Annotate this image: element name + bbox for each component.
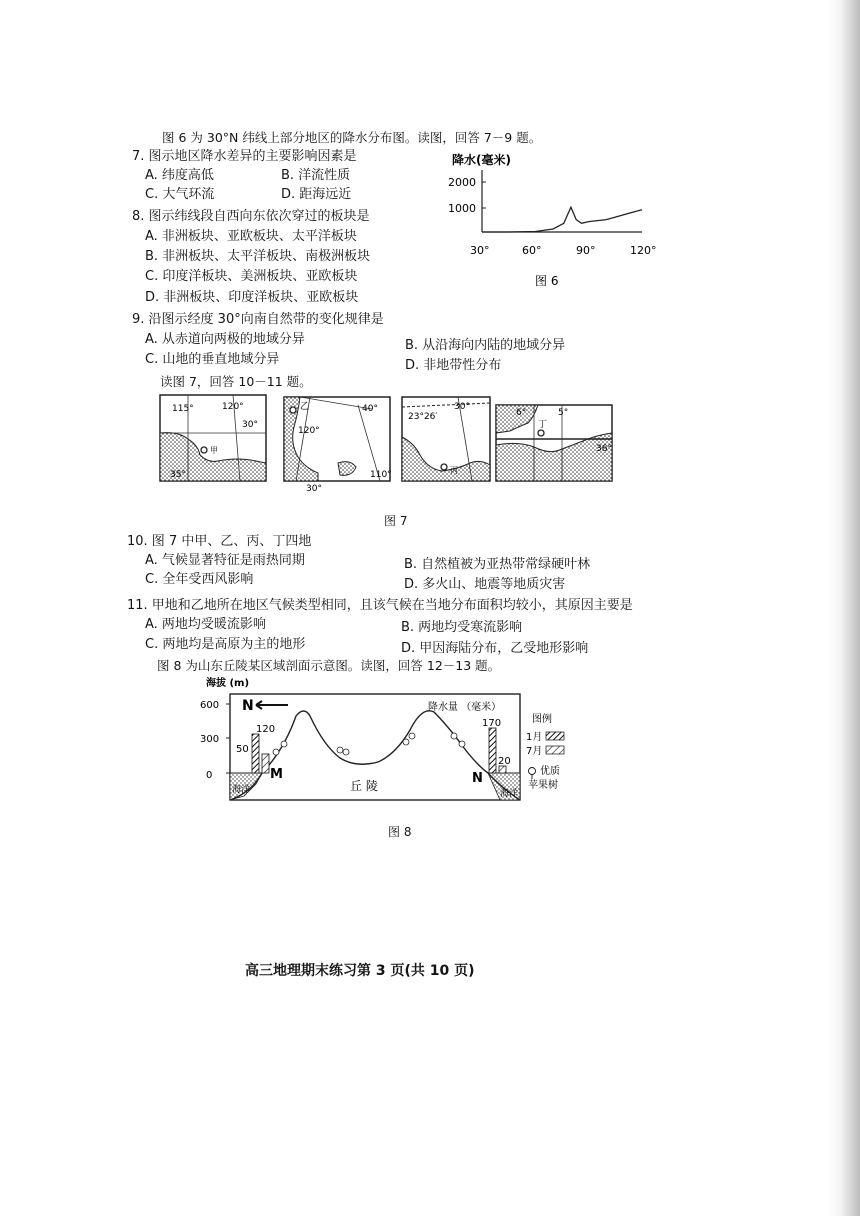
- fig7-map1-label-3: 30°: [242, 420, 258, 430]
- fig7-map3-label-3: 丙: [450, 466, 458, 475]
- fig7-caption: 图 7: [384, 514, 408, 528]
- fig8-legend-jul-swatch: [546, 746, 564, 754]
- q9-stem: 9. 沿图示经度 30°向南自然带的变化规律是: [132, 312, 384, 327]
- q7-option-b: B. 洋流性质: [281, 168, 351, 183]
- q11-option-b: B. 两地均受寒流影响: [401, 620, 523, 635]
- fig8-bar-m-jan: [252, 734, 259, 773]
- fig7-map2-label-3: 120°: [298, 426, 320, 436]
- fig8-legend-jan-swatch: [546, 732, 564, 740]
- q11-option-d: D. 甲因海陆分布，乙受地形影响: [401, 641, 589, 656]
- fig8-legend-jan: 1月: [526, 732, 543, 743]
- q9-option-c: C. 山地的垂直地域分异: [145, 352, 280, 367]
- fig8-bar-n-jan: [489, 728, 496, 773]
- intro-fig7: 读图 7，回答 10－11 题。: [160, 374, 312, 389]
- q7-option-c: C. 大气环流: [145, 187, 215, 202]
- q9-option-a: A. 从赤道向两极的地域分异: [145, 332, 305, 347]
- q10-option-b: B. 自然植被为亚热带常绿硬叶林: [404, 557, 591, 572]
- fig6-ylabel: 降水(毫米): [452, 153, 511, 167]
- fig8-bar-m-jul: [262, 754, 269, 773]
- q11-option-c: C. 两地均是高原为主的地形: [145, 637, 306, 652]
- fig8-sea-right-label: 海洋: [500, 789, 519, 799]
- fig8-point-m: M: [270, 767, 283, 782]
- fig8-legend-apple-2: 苹果树: [528, 780, 558, 791]
- fig6-precip-line: [482, 207, 642, 232]
- q11-option-a: A. 两地均受暖流影响: [145, 617, 266, 632]
- q7-stem: 7. 图示地区降水差异的主要影响因素是: [132, 149, 357, 164]
- fig7-map3-label-1: 23°26′: [408, 412, 438, 422]
- fig8-legend-jul: 7月: [526, 746, 543, 757]
- scan-edge-shadow: [828, 0, 860, 1216]
- q10-option-d: D. 多火山、地震等地质灾害: [404, 577, 566, 592]
- fig7-map4-label-3: 丁: [538, 420, 548, 430]
- q10-stem: 10. 图 7 中甲、乙、丙、丁四地: [127, 534, 312, 549]
- fig8-legend-apple-icon: [529, 768, 536, 775]
- q7-option-d: D. 距海远近: [281, 187, 352, 202]
- q8-option-d: D. 非洲板块、印度洋板块、亚欧板块: [145, 290, 359, 305]
- fig7-map2-label-5: 30°: [306, 484, 322, 493]
- intro-fig8: 图 8 为山东丘陵某区域剖面示意图。读图，回答 12－13 题。: [157, 658, 501, 673]
- fig8-north-arrow: [256, 701, 288, 709]
- fig7-map-4: [496, 405, 612, 481]
- fig7-map4-label-2: 5°: [558, 408, 569, 418]
- q8-option-b: B. 非洲板块、太平洋板块、南极洲板块: [145, 249, 371, 264]
- q8-option-a: A. 非洲板块、亚欧板块、太平洋板块: [145, 229, 357, 244]
- q8-option-c: C. 印度洋板块、美洲板块、亚欧板块: [145, 269, 358, 284]
- fig7-map2-label-2: 40°: [362, 404, 378, 414]
- fig8-ytick-0: 0: [206, 770, 213, 781]
- fig7-map3-label-2: 30°: [454, 402, 470, 412]
- page-footer: 高三地理期末练习第 3 页(共 10 页): [245, 963, 475, 979]
- fig7-map1-label-4: 甲: [210, 446, 218, 455]
- fig8-n-value-1: 170: [482, 718, 502, 729]
- fig8-n-value-2: 20: [498, 756, 511, 767]
- fig7-map1-label-5: 35°: [170, 470, 186, 480]
- fig7-map2-label-4: 110°: [370, 470, 392, 480]
- fig8-profile: [200, 674, 600, 804]
- fig8-north-label: N: [242, 698, 254, 714]
- fig8-caption: 图 8: [388, 825, 412, 839]
- fig8-precip-label: 降水量 （毫米）: [428, 702, 502, 713]
- fig7-map4-label-4: 36°: [596, 444, 612, 454]
- fig6-xtick-label-120: 120°: [630, 244, 657, 257]
- fig6-ytick-label-2000: 2000: [448, 176, 476, 189]
- fig8-bar-n-jul: [499, 766, 506, 773]
- fig8-m-value-1: 120: [256, 724, 276, 735]
- intro-fig6: 图 6 为 30°N 纬线上部分地区的降水分布图。读图，回答 7－9 题。: [162, 130, 542, 145]
- q10-option-c: C. 全年受西风影响: [145, 572, 254, 587]
- q8-stem: 8. 图示纬线段自西向东依次穿过的板块是: [132, 209, 370, 224]
- fig6-xtick-label-60: 60°: [522, 244, 542, 257]
- fig6-caption: 图 6: [535, 274, 559, 288]
- fig6-xtick-label-30: 30°: [470, 244, 490, 257]
- fig8-ytick-600: 600: [200, 700, 220, 711]
- fig7-map-1: [160, 395, 266, 481]
- fig7-map1-label-1: 115°: [172, 404, 194, 414]
- fig6-xtick-label-90: 90°: [576, 244, 596, 257]
- fig7-map2-label-1: 乙: [300, 402, 310, 412]
- fig8-point-n: N: [472, 771, 483, 786]
- fig8-ylabel: 海拔 (m): [206, 678, 250, 689]
- fig7-map4-label-1: 6°: [516, 408, 527, 418]
- fig8-legend-title: 图例: [532, 714, 552, 725]
- fig8-m-value-2: 50: [236, 744, 249, 755]
- q9-option-b: B. 从沿海向内陆的地域分异: [405, 338, 566, 353]
- fig6-chart: [440, 150, 670, 290]
- fig8-hill-label: 丘 陵: [350, 779, 378, 793]
- fig6-ytick-label-1000: 1000: [448, 202, 476, 215]
- fig8-sea-left-label: 海洋: [232, 785, 251, 795]
- fig7-map-2: [284, 397, 392, 493]
- fig8-legend-apple-1: 优质: [540, 766, 560, 777]
- q10-option-a: A. 气候显著特征是雨热同期: [145, 553, 305, 568]
- fig7-map1-label-2: 120°: [222, 402, 244, 412]
- q9-option-d: D. 非地带性分布: [405, 358, 502, 373]
- fig8-ytick-300: 300: [200, 734, 220, 745]
- fig7-map-3: [402, 397, 490, 481]
- q7-option-a: A. 纬度高低: [145, 168, 214, 183]
- fig8-apple-trees: [273, 733, 465, 755]
- q11-stem: 11. 甲地和乙地所在地区气候类型相同，且该气候在当地分布面积均较小，其原因主要是: [127, 598, 633, 613]
- fig7-maps: [158, 393, 618, 493]
